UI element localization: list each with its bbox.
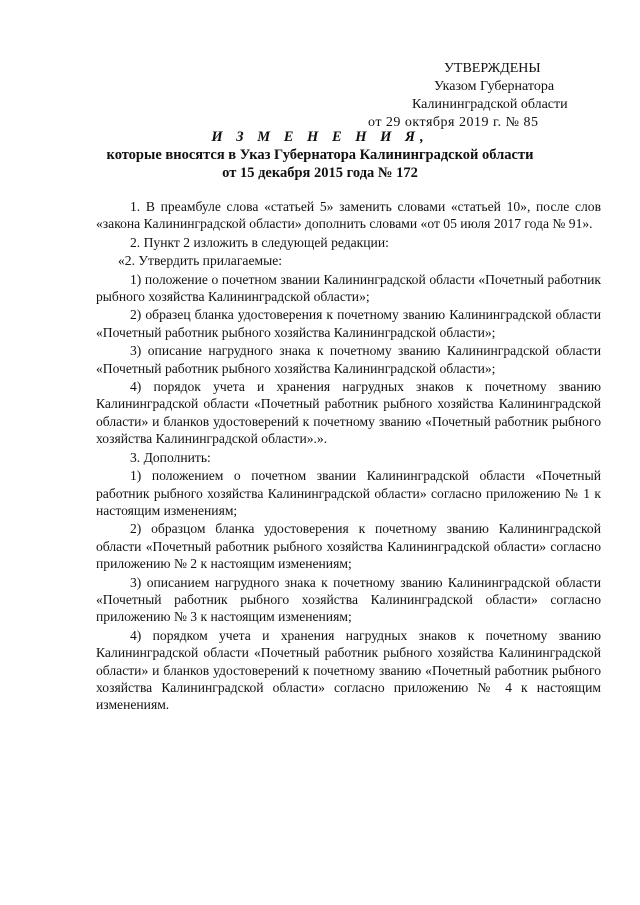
approval-date: от 29 октября 2019 г. № 85 (368, 115, 539, 130)
paragraph-subitem-2: 2) образец бланка удостоверения к почетному званию Калининградской области «Почетный работник рыбного хозяйства Калининградской области»; (96, 307, 601, 340)
paragraph-addition-4: 4) порядком учета и хранения нагрудных знаков к почетному званию Калининградской области «Почетный работник рыбного хозяйства Калининградской области» и бланков удостоверений к почетному званию «Почетный работник рыбного хозяйства Калининградской области» согласно приложению № 4 к настоящим изменениям. (96, 627, 601, 713)
document-body (96, 198, 601, 715)
paragraph-addition-3: 3) описанием нагрудного знака к почетному званию Калининградской области «Почетный работник рыбного хозяйства Калининградской области» согласно приложению № 3 к настоящим изменениям; (96, 574, 601, 625)
paragraph-subitem-3: 3) описание нагрудного знака к почетному званию Калининградской области «Почетный работник рыбного хозяйства Калининградской области»; (96, 343, 601, 376)
approval-stamp (368, 60, 596, 132)
paragraph-addition-1: 1) положением о почетном звании Калининградской области «Почетный работник рыбного хозяйства Калининградской области» согласно приложению № 1 к настоящим изменениям; (96, 468, 601, 518)
approval-authority: Указом Губернатора (434, 79, 555, 94)
paragraph-quote-intro: «2. Утвердить прилагаемые: (118, 253, 283, 269)
paragraph-subitem-4: 4) порядок учета и хранения нагрудных знаков к почетному званию Калининградской области «Почетный работник рыбного хозяйства Калининградской области» и бланков удостоверений к почетному званию «Почетный работник рыбного хозяйства Калининградской области».». (96, 379, 601, 447)
document-subtitle: которые вносятся в Указ Губернатора Калининградской области (106, 147, 534, 163)
approval-region: Калининградской области (412, 97, 568, 112)
document-subtitle-date: от 15 декабря 2015 года № 172 (222, 165, 418, 181)
paragraph-item-2: 2. Пункт 2 изложить в следующей редакции: (130, 234, 389, 250)
paragraph-subitem-1: 1) положение о почетном звании Калининградской области «Почетный работник рыбного хозяйства Калининградской области»; (96, 271, 601, 305)
paragraph-item-3: 3. Дополнить: (130, 449, 211, 465)
document-title: И З М Е Н Е Н И Я, (211, 129, 429, 145)
approval-title: УТВЕРЖДЕНЫ (444, 61, 541, 76)
paragraph-addition-2: 2) образцом бланка удостоверения к почетному званию Калининградской области «Почетный работник рыбного хозяйства Калининградской области» согласно приложению № 2 к настоящим изменениям; (96, 521, 601, 572)
document-heading (60, 128, 580, 182)
paragraph-item-1: 1. В преамбуле слова «статьей 5» заменить словами «статьей 10», после слов «закона Калининградской области» дополнить словами «от 05 июля 2017 года № 91». (96, 199, 601, 232)
